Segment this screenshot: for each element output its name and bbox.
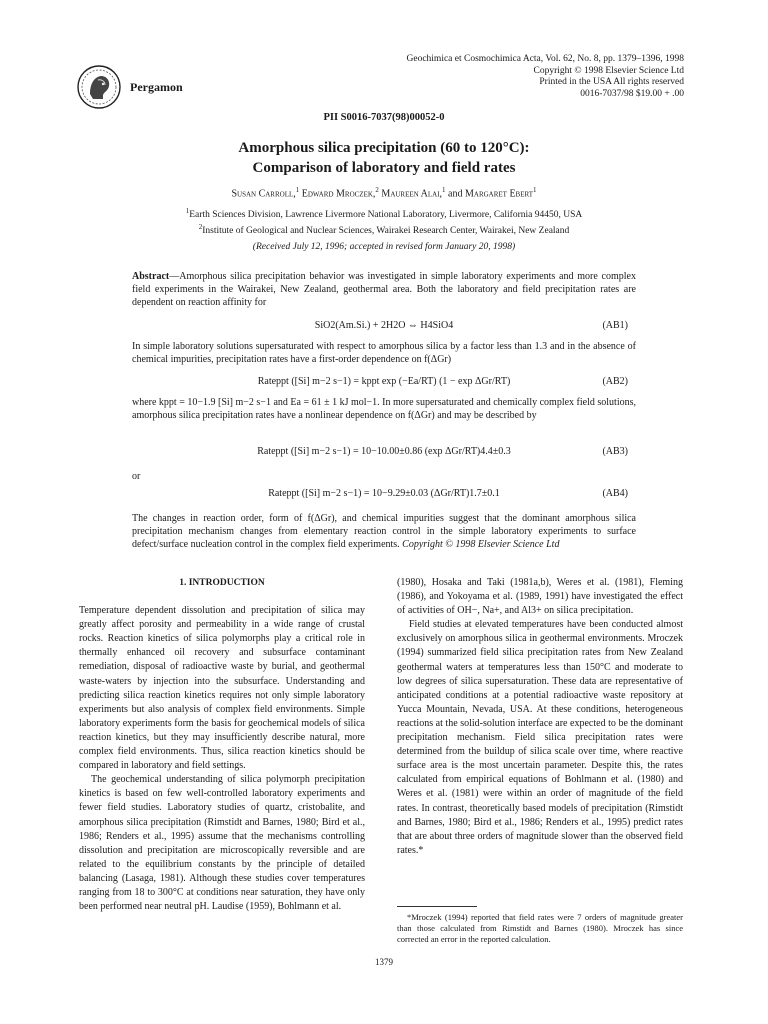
publisher-logo-icon <box>76 64 122 110</box>
body-paragraph: Field studies at elevated temperatures have been conducted almost exclusively on amorphous silica in geothermal environments. Mroczek (1994) summarized field silica precipitation rates from New Zealand geothermal waters at temperatures less than 150°C and moderate to low degrees of silica supersaturation. These data are representative of anticipated conditions at a potential radioactive waste repository at Yucca Mountain, Nevada, USA. At these conditions, heterogeneous reactions at the solid-solution interface are expected to be the dominant precipitation mechanism. Field silica precipitation rates were determined from the buildup of silica scale over time, where reactive surface area is the most uncertain parameter. Despite this, the rates calculated from empirical equations of Bohlmann et al. (1980) and Weres et al. (1981) were within an order of magnitude of the field rates. In contrast, theoretically based models of precipitation (Rimstidt and Barnes, 1980; Bird et al., 1986; Renders et al., 1995) predict rates that are about three orders of magnitude slower than the observed field rates.* <box>397 619 683 856</box>
publisher-name: Pergamon <box>130 80 183 94</box>
author-affil-mark: 2 <box>375 186 379 194</box>
abstract-text: —Amorphous silica precipitation behavior was investigated in simple laboratory experiments and more complex field experiments in the Wairakei, New Zealand, geothermal area. Both the laboratory and field precipitation rates are dependent on reaction affinity for <box>132 271 636 308</box>
affil-mark: 1 <box>185 207 190 215</box>
author-name: Susan Carroll, <box>231 188 296 200</box>
author-list <box>0 186 768 199</box>
equation-formula: Rateppt ([Si] m−2 s−1) = 10−9.29±0.03 (ΔGr/RT)1.7±0.1 <box>268 488 500 499</box>
abstract-part-2 <box>132 340 636 366</box>
paper-title <box>0 138 768 178</box>
abstract-part-3 <box>132 396 636 422</box>
abstract-part-1 <box>132 270 636 309</box>
affiliation-2 <box>0 221 768 237</box>
journal-line: Geochimica et Cosmochimica Acta, Vol. 62, No. 8, pp. 1379–1396, 1998 <box>406 54 684 64</box>
affiliation-1 <box>0 205 768 221</box>
body-paragraph: Temperature dependent dissolution and precipitation of silica may greatly affect porosity and permeability in a wide range of crustal rocks. Reaction kinetics of silica polymorphs play a critical role in thermally enhanced oil recovery and subsurface contaminant remediation, disposal of radioactive waste by burial, and geothermal waste-waters by injection into the subsurface. Understanding and predicting silica reaction kinetics requires not only simple laboratory experiments but also analysis of complex field environments. Simple laboratory experiments form the basis for geochemical models of silica reaction kinetics, but they may insufficiently describe natural, more complex field environments. Thus, silica reaction kinetics should be compared in laboratory and field settings. <box>79 605 365 772</box>
abstract-or <box>132 470 636 483</box>
journal-citation <box>364 54 684 100</box>
equation-tag: (AB3) <box>602 446 628 457</box>
equation-tag: (AB4) <box>602 488 628 499</box>
journal-line: Printed in the USA All rights reserved <box>539 77 684 87</box>
author-name: Margaret Ebert <box>465 188 534 200</box>
equation-tag: (AB1) <box>602 320 628 331</box>
equation-formula: SiO2(Am.Si.) + 2H2O ⇔ H4SiO4 <box>314 320 454 331</box>
title-line-1: Amorphous silica precipitation (60 to 120°C): <box>238 140 530 156</box>
body-paragraph: The geochemical understanding of silica polymorph precipitation kinetics is based on few well-controlled laboratory experiments and fewer field studies. Laboratory studies of quartz, cristobalite, and amorphous silica precipitation (Rimstidt and Barnes, 1980; Bird et al., 1986; Renders et al., 1995) assume that the mechanisms controlling dissolution and precipitation are microscopically reversible and are related to the equilibrium constants by the principle of detailed balancing (Lasaga, 1981). Although these studies cover temperatures ranging from 18 to 300°C at conditions near saturation, they have only been performed near neutral pH. Laudise (1959), Bohlmann et al. <box>79 774 365 913</box>
section-heading: 1. INTRODUCTION <box>179 578 265 588</box>
author-name: Edward Mroczek, <box>299 188 376 200</box>
pii-identifier: PII S0016-7037(98)00052-0 <box>323 112 445 123</box>
affiliations <box>0 205 768 237</box>
author-affil-mark: 1 <box>442 186 446 194</box>
abstract-text: In simple laboratory solutions supersaturated with respect to amorphous silica by a factor less than 1.3 and in the absence of chemical impurities, precipitation rates have a first-order dependence on f(ΔGr) <box>132 341 636 365</box>
page-number: 1379 <box>375 957 393 967</box>
abstract-label: Abstract <box>132 271 170 282</box>
author-affil-mark: 1 <box>533 186 537 194</box>
abstract-copyright: Copyright © 1998 Elsevier Science Ltd <box>399 539 560 550</box>
journal-line: 0016-7037/98 $19.00 + .00 <box>580 88 684 99</box>
affil-text: Earth Sciences Division, Lawrence Livermore National Laboratory, Livermore, California 94450, USA <box>189 210 583 221</box>
abstract-text: or <box>132 471 141 482</box>
body-paragraph: (1980), Hosaka and Taki (1981a,b), Weres et al. (1981), Fleming (1986), and Yokoyama et al. (1989, 1991) have investigated the effect of activities of OH−, Na+, and Al3+ on silica precipitation. <box>397 577 683 617</box>
abstract-part-4 <box>132 512 636 551</box>
footnote-divider <box>397 906 477 907</box>
equation-tag: (AB2) <box>602 376 628 387</box>
equation-formula: Rateppt ([Si] m−2 s−1) = 10−10.00±0.86 (exp ΔGr/RT)4.4±0.3 <box>257 446 511 457</box>
title-line-2: Comparison of laboratory and field rates <box>252 160 516 176</box>
affil-mark: 2 <box>198 223 203 232</box>
abstract-text: where kppt = 10−1.9 [Si] m−2 s−1 and Ea = 61 ± 1 kJ mol−1. In more supersaturated and chemically complex field solutions, amorphous silica precipitation rates have a nonlinear dependence on f(ΔGr) and may be described by <box>132 397 636 421</box>
received-dates: (Received July 12, 1996; accepted in revised form January 20, 1998) <box>252 242 516 252</box>
footnote: *Mroczek (1994) reported that field rates were 7 orders of magnitude greater than those calculated from Rimstidt and Barnes (1980). Mroczek has since corrected an error in the reported calculation. <box>397 912 683 944</box>
equation-formula: Rateppt ([Si] m−2 s−1) = kppt exp (−Ea/RT) (1 − exp ΔGr/RT) <box>257 376 511 387</box>
left-column <box>79 576 365 914</box>
author-name: Maureen Alai, <box>378 188 443 200</box>
author-affil-mark: 1 <box>295 186 300 194</box>
abstract-text: The changes in reaction order, form of f(ΔGr), and chemical impurities suggest that the dominant amorphous silica precipitation mechanism changes from elementary reaction control in the simple laboratory experiments to surface defect/surface nucleation control in the complex field experiments. <box>132 513 636 550</box>
author-conjunction: and <box>445 188 465 200</box>
affil-text: Institute of Geological and Nuclear Sciences, Wairakei Research Center, Wairakei, New Zealand <box>202 226 570 237</box>
right-column <box>397 576 683 858</box>
journal-line: Copyright © 1998 Elsevier Science Ltd <box>533 65 684 76</box>
